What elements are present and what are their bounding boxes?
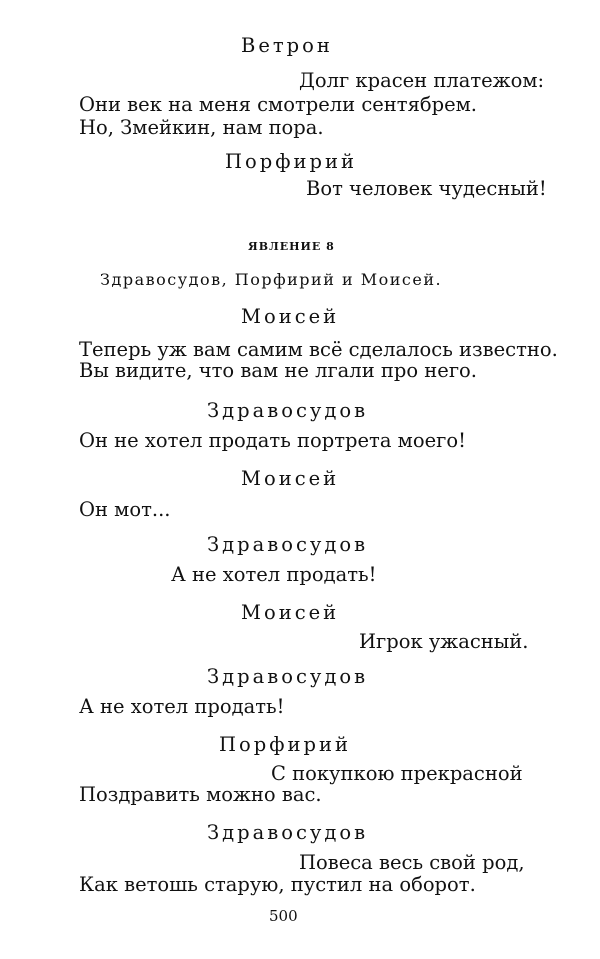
verse-line: А не хотел продать!: [79, 695, 285, 718]
speaker-name: Ветрон: [241, 34, 333, 57]
verse-line: Вот человек чудесный!: [306, 177, 547, 200]
speaker-name: Моисей: [241, 305, 340, 328]
verse-line: Но, Змейкин, нам пора.: [79, 116, 324, 139]
cast-list: Здравосудов, Порфирий и Моисей.: [100, 270, 443, 289]
speaker-name: Порфирий: [219, 733, 351, 756]
verse-line: Он не хотел продать портрета моего!: [79, 429, 466, 452]
verse-line: Как ветошь старую, пустил на оборот.: [79, 873, 476, 896]
speaker-name: Здравосудов: [207, 399, 369, 422]
verse-line: Игрок ужасный.: [359, 630, 529, 653]
speaker-name: Здравосудов: [207, 821, 369, 844]
verse-line: Повеса весь свой род,: [299, 851, 525, 874]
speaker-name: Здравосудов: [207, 533, 369, 556]
verse-line: Долг красен платежом:: [299, 69, 545, 92]
page-number: 500: [269, 907, 298, 925]
speaker-name: Здравосудов: [207, 665, 369, 688]
verse-line: С покупкою прекрасной: [271, 762, 523, 785]
verse-line: Поздравить можно вас.: [79, 783, 322, 806]
verse-line: Он мот...: [79, 498, 171, 521]
speaker-name: Моисей: [241, 601, 340, 624]
verse-line: Они век на меня смотрели сентябрем.: [79, 93, 478, 116]
verse-line: Теперь уж вам самим всё сделалось известно.: [79, 338, 558, 361]
verse-line: Вы видите, что вам не лгали про него.: [79, 359, 477, 382]
scene-heading: ЯВЛЕНИЕ 8: [248, 240, 335, 253]
verse-line: А не хотел продать!: [171, 563, 377, 586]
speaker-name: Моисей: [241, 467, 340, 490]
speaker-name: Порфирий: [225, 150, 357, 173]
